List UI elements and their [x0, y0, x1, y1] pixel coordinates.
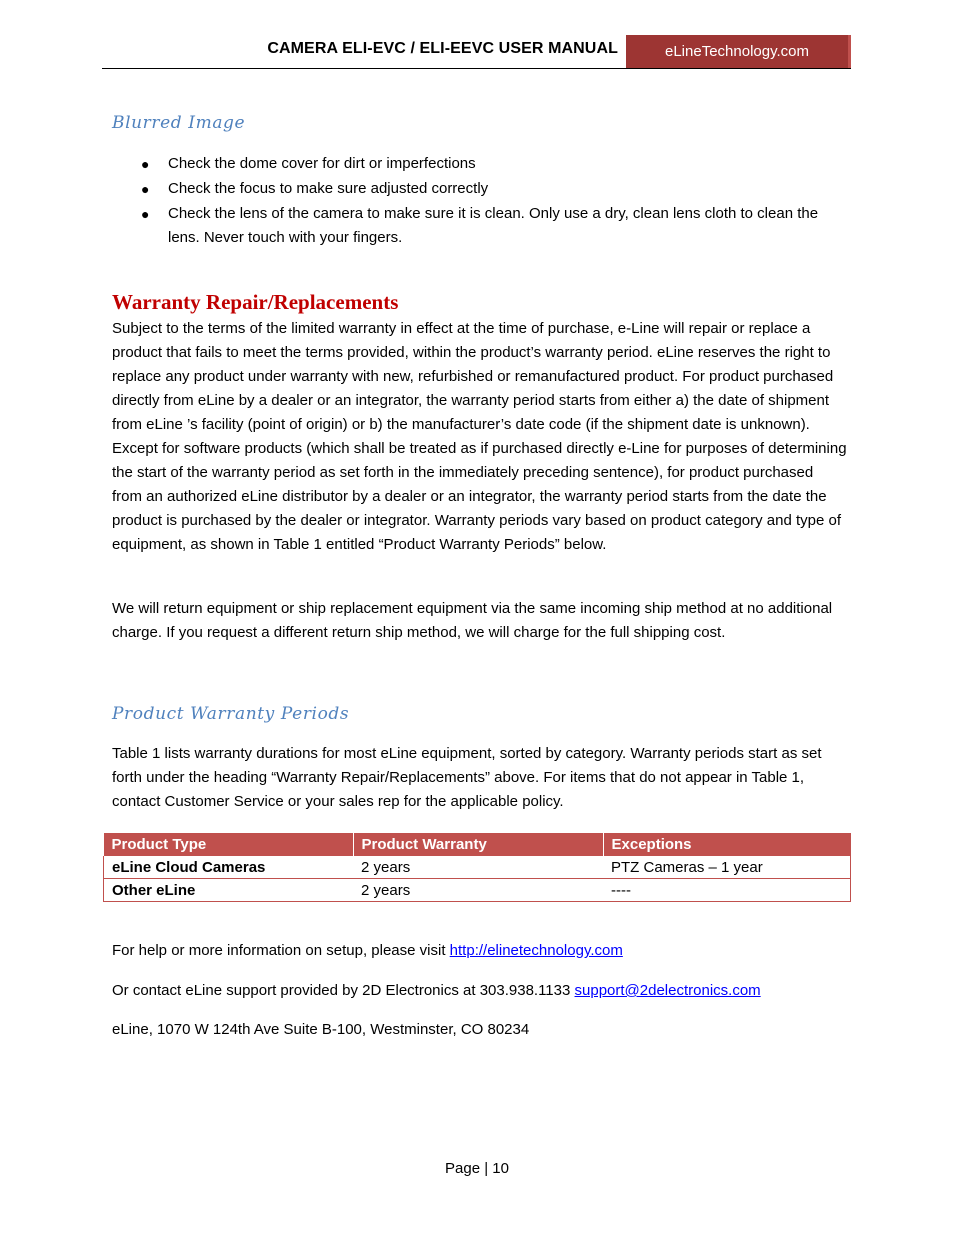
support-text: Or contact eLine support provided by 2D Electronics at 303.938.1133: [112, 982, 575, 999]
blurred-image-list: [112, 152, 852, 251]
blurred-image-heading: Blurred Image: [112, 113, 246, 133]
list-item-text: Check the dome cover for dirt or imperfections: [168, 155, 476, 172]
table-header-cell: Product Type: [104, 833, 354, 856]
table-cell: 2 years: [353, 879, 603, 902]
support-email-link[interactable]: support@2delectronics.com: [574, 982, 761, 999]
bullet-icon: ●: [141, 206, 150, 222]
website-link[interactable]: http://elinetechnology.com: [449, 942, 623, 959]
table-row: [104, 879, 851, 902]
table-header-cell: Exceptions: [603, 833, 851, 856]
warranty-table: [103, 833, 851, 902]
manual-title: CAMERA ELI-EVC / ELI-EEVC USER MANUAL: [267, 40, 618, 57]
bullet-icon: ●: [141, 181, 150, 197]
help-line: [112, 939, 847, 963]
list-item: [112, 202, 852, 250]
periods-heading: Product Warranty Periods: [112, 704, 350, 724]
list-item-text: Check the lens of the camera to make sure it is clean. Only use a dry, clean lens cloth to clean the lens. Never touch with your fingers.: [168, 205, 819, 246]
warranty-paragraph-1: Subject to the terms of the limited warranty in effect at the time of purchase, e-Line will repair or replace a product that fails to meet the terms provided, within the product’s warranty period. eLine reserves the right to replace any product under warranty with new, refurbished or remanufactured product. For product purchased directly from eLine by a dealer or an integrator, the warranty period starts from either a) the date of shipment from eLine ’s facility (point of origin) or b) the manufacturer’s date code (if the shipment date is unknown). Except for software products (which shall be treated as if purchased directly e-Line for purposes of determining the start of the warranty period as set forth in the immediately preceding sentence), for product purchased from an authorized eLine distributor by a dealer or an integrator, the warranty period starts from the date the product is purchased by the dealer or integrator. Warranty periods vary based on product category and type of equipment, as shown in Table 1 entitled “Product Warranty Periods” below.: [112, 320, 847, 553]
periods-paragraph: Table 1 lists warranty durations for most eLine equipment, sorted by category. Warranty periods start as set forth under the heading “Warranty Repair/Replacements” above. For items that do not appear in Table 1, contact Customer Service or your sales rep for the applicable policy.: [112, 745, 822, 810]
table-cell: eLine Cloud Cameras: [104, 856, 354, 879]
list-item: [112, 152, 852, 176]
support-line: [112, 979, 847, 1003]
bullet-icon: ●: [141, 156, 150, 172]
address-line: eLine, 1070 W 124th Ave Suite B-100, Westminster, CO 80234: [112, 1021, 530, 1038]
table-row: [104, 856, 851, 879]
header-divider: [102, 68, 851, 69]
table-cell: ----: [603, 879, 851, 902]
help-text: For help or more information on setup, please visit: [112, 942, 450, 959]
table-header-row: [104, 833, 851, 856]
table-cell: PTZ Cameras – 1 year: [603, 856, 851, 879]
site-label: eLineTechnology.com: [665, 43, 809, 60]
table-cell: Other eLine: [104, 879, 354, 902]
table-cell: 2 years: [353, 856, 603, 879]
list-item: [112, 177, 852, 201]
table-header-cell: Product Warranty: [353, 833, 603, 856]
warranty-heading: Warranty Repair/Replacements: [112, 290, 399, 314]
warranty-paragraph-2: We will return equipment or ship replacement equipment via the same incoming ship method at no additional charge. If you request a different return ship method, we will charge for the full shipping cost.: [112, 600, 833, 641]
site-badge: [626, 35, 851, 68]
list-item-text: Check the focus to make sure adjusted correctly: [168, 180, 489, 197]
page-number: Page | 10: [445, 1160, 509, 1177]
